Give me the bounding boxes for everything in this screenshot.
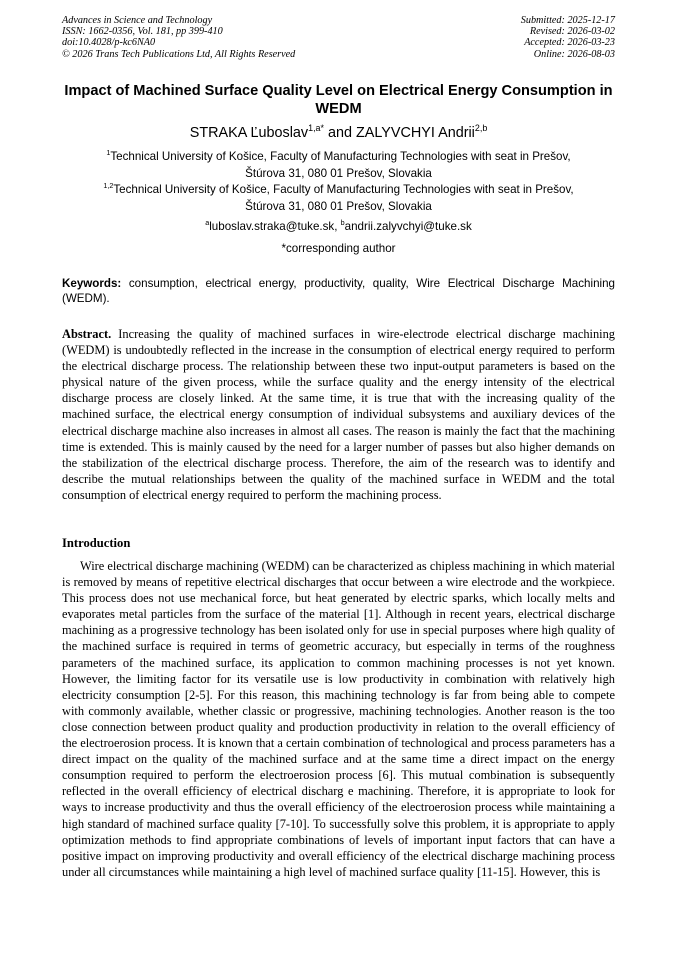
affiliation-2-line-1: Technical University of Košice, Faculty of Manufacturing Technologies with seat in Prešov, — [113, 183, 574, 196]
email-a: luboslav.straka@tuke.sk, — [209, 220, 341, 233]
journal-copyright: © 2026 Trans Tech Publications Ltd, All Rights Reserved — [62, 48, 296, 60]
keywords-paragraph — [62, 276, 615, 306]
author-2-affiliation-mark: 2,b — [474, 123, 488, 134]
affiliation-2-line-2: Štúrova 31, 080 01 Prešov, Slovakia — [245, 199, 432, 213]
keywords-text: consumption, electrical energy, productivity, quality, Wire Electrical Discharge Machining (WEDM). — [62, 277, 615, 305]
email-b-mark: b — [340, 218, 345, 228]
section-heading-introduction: Introduction — [62, 536, 131, 550]
keywords-label: Keywords: — [62, 277, 122, 290]
email-b: andrii.zalyvchyi@tuke.sk — [344, 220, 472, 233]
affiliation-1-mark: 1 — [106, 148, 111, 158]
author-1-affiliation-mark: 1,a* — [308, 123, 324, 134]
paper-title: Impact of Machined Surface Quality Level on Electrical Energy Consumption in WEDM — [64, 83, 613, 117]
email-line — [62, 219, 615, 235]
date-online: Online: 2026-08-03 — [533, 48, 615, 60]
email-a-mark: a — [205, 218, 210, 228]
introduction-paragraph: Wire electrical discharge machining (WEDM) can be characterized as chipless machining in which material is removed by means of repetitive electrical discharges that occur between a wire electrode and the workpiece. This process does not use mechanical force, but heat generated by electric sparks, which locally melts and evaporates metal particles from the surface of the material [1]. Although in recent years, electrical discharge machining as a progressive technology has been isolated only for use in special purposes where high quality of the machined surface is required in terms of geometric accuracy, but especially in terms of the roughness parameters of the machined surface, its application to common machining processes is not yet known. However, the limiting factor for its versatile use is low productivity in combination with relatively high electricity consumption [2-5]. For this reason, this machining technology is far from being able to compete with commonly available, whether classic or progressive, machining technologies. Another reason is the too close connection between product quality and production productivity in relation to the overall efficiency of the electroerosion process. It is known that a certain combination of technological and process parameters has a direct impact on the quality of the machined surface and at the same time a direct impact on the energy consumption required to perform the electroerosion process [6]. This mutual combination is subsequently reflected in the overall efficiency of electrical discharg e machining. Therefore, it is appropriate to look for ways to increase productivity and thus the overall efficiency of the electroerosion process while maintaining a high standard of machined surface quality [7-10]. To successfully solve this problem, it is appropriate to apply optimization methods to find appropriate combinations of levels of important input factors that can have a positive impact on improving productivity and overall efficiency of the electrical discharge machining process under all circumstances while maintaining a high level of machined surface quality [11-15]. However, this is — [62, 559, 615, 879]
author-2: ZALYVCHYI Andrii — [355, 125, 475, 141]
author-conjunction: and — [323, 125, 356, 141]
affiliation-2-mark: 1,2 — [103, 181, 114, 191]
journal-header — [62, 15, 295, 60]
journal-name: Advances in Science and Technology — [62, 15, 213, 26]
author-line — [62, 124, 615, 142]
author-1: STRAKA Ľuboslav — [189, 125, 309, 141]
affiliation-1-line-2: Štúrova 31, 080 01 Prešov, Slovakia — [245, 166, 432, 180]
abstract-label: Abstract. — [62, 327, 112, 341]
corresponding-author-note: *corresponding author — [281, 242, 396, 255]
abstract-text: Increasing the quality of machined surfaces in wire-electrode electrical discharge machining (WEDM) is undoubtedly reflected in the increase in the consumption of electrical energy required to perform the electrical discharge process. The relationship between these two input-output parameters is based on the physical nature of the given process, while the surface quality and the energy intensity of the electrical discharge process are closely linked. At the same time, it is true that with the increasing quality of the machined surface, the electrical energy consumption of individual subsystems and auxiliary devices of the electrical discharge machine also increases in almost all cases. The reason is mainly the fact that the machining time is extended. This is mainly caused by the need for a larger number of passes but also higher demands on the stabilization of the electrical discharge process. Therefore, the aim of the research was to identify and describe the mutual relationships between the quality of the machined surface in WEDM and the total consumption of electrical energy required to perform the machining process. — [62, 327, 615, 502]
affiliation-1-line-1: Technical University of Košice, Faculty of Manufacturing Technologies with seat in Prešov, — [110, 150, 571, 163]
date-accepted: Accepted: 2026-03-23 — [524, 37, 615, 49]
date-revised: Revised: 2026-03-02 — [529, 26, 615, 38]
journal-issn: ISSN: 1662-0356, Vol. 181, pp 399-410 — [62, 26, 223, 38]
dates-header — [521, 15, 615, 60]
affiliation-1 — [62, 149, 615, 182]
date-submitted: Submitted: 2025-12-17 — [520, 15, 615, 26]
abstract-paragraph — [62, 326, 615, 503]
affiliation-2 — [62, 182, 615, 215]
journal-doi: doi:10.4028/p-kc6NA0 — [62, 37, 156, 49]
